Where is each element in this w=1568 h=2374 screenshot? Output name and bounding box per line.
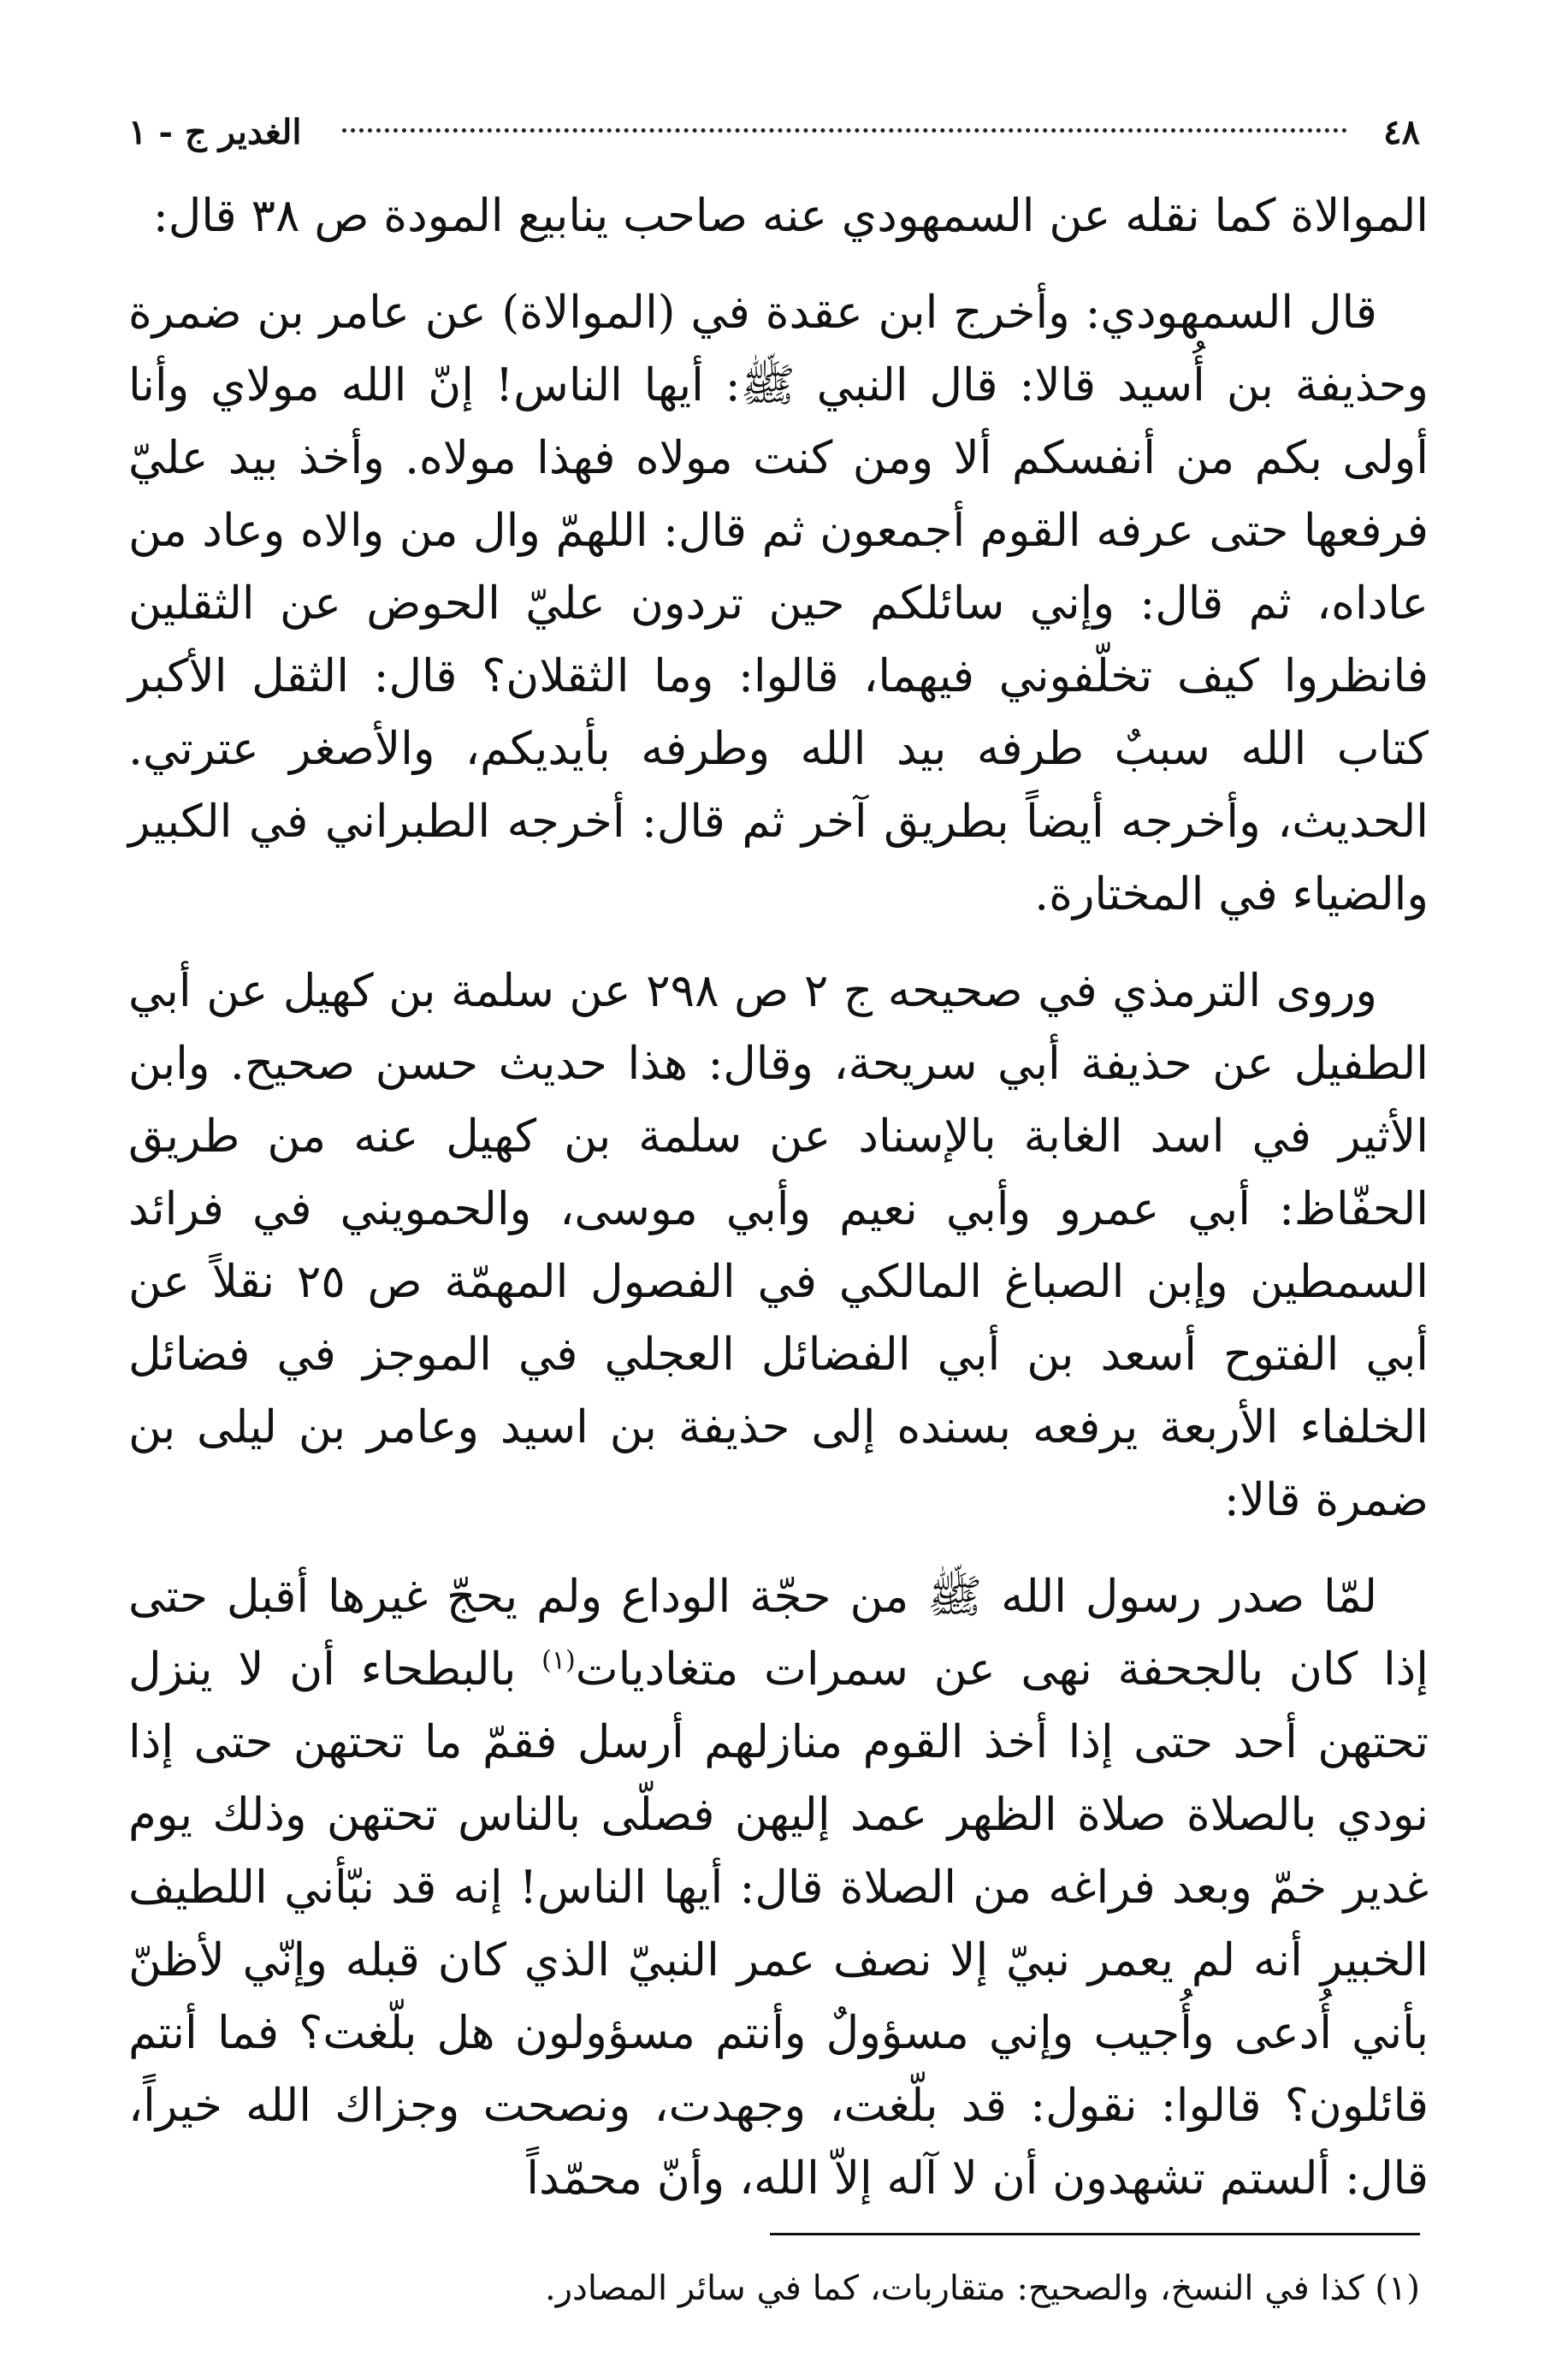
footnote: (١) كذا في النسخ، والصحيح: متقاربات، كما في سائر المصادر. xyxy=(544,2269,1420,2308)
paragraph-1: الموالاة كما نقله عن السمهودي عنه صاحب ينابيع المودة ص ٣٨ قال: xyxy=(152,190,1429,242)
paragraph-4-part-2: بالبطحاء أن لا ينزل تحتهن أحد حتى إذا أخذ القوم منازلهم أرسل فقمّ ما تحتهن حتى إذا نودي بالصلاة صلاة الظهر عمد إليهن فصلّى بالناس تحتهن وذلك يوم غدير خمّ وبعد فراغه من الصلاة قال: أيها الناس! إنه قد نبّأني اللطيف الخبير أنه لم يعمر نبيّ إلا نصف عمر النبيّ الذي كان قبله وإنّي لأظنّ بأني أُدعى وأُجيب وإني مسؤولٌ وأنتم مسؤولون هل بلّغت؟ فما أنتم قائلون؟ قالوا: نقول: قد بلّغت، وجهدت، ونصحت وجزاك الله خيراً، قال: ألستم تشهدون أن لا آله إلاّ الله، وأنّ محمّداً xyxy=(128,1643,1429,2205)
footnote-divider xyxy=(770,2233,1420,2235)
paragraph-4 xyxy=(128,1560,1429,2215)
paragraph-3: وروى الترمذي في صحيحه ج ٢ ص ٢٩٨ عن سلمة بن كهيل عن أبي الطفيل عن حذيفة أبي سريحة، وقال: هذا حديث حسن صحيح. وابن الأثير في اسد الغابة بالإسناد عن سلمة بن كهيل عنه من طريق الحفّاظ: أبي عمرو وأبي نعيم وأبي موسى، والحمويني في فرائد السمطين وإبن الصباغ المالكي في الفصول المهمّة ص ٢٥ نقلاً عن أبي الفتوح أسعد بن أبي الفضائل العجلي في الموجز في فضائل الخلفاء الأربعة يرفعه بسنده إلى حذيفة بن اسيد وعامر بن ليلى بن ضمرة قالا: xyxy=(128,965,1429,1526)
running-title: الغدير ج - ١ xyxy=(128,112,302,152)
page-number: ٤٨ xyxy=(1383,112,1420,152)
running-header xyxy=(128,103,1429,163)
book-page xyxy=(128,103,1429,2310)
body-text xyxy=(128,180,1429,2215)
paragraph-2: قال السمهودي: وأخرج ابن عقدة في (الموالاة) عن عامر بن ضمرة وحذيفة بن أُسيد قالا: قال النبي ﷺ: أيها الناس! إنّ الله مولاي وأنا أولى بكم من أنفسكم ألا ومن كنت مولاه فهذا مولاه. وأخذ بيد عليّ فرفعها حتى عرفه القوم أجمعون ثم قال: اللهمّ وال من والاه وعاد من عاداه، ثم قال: وإني سائلكم حين تردون عليّ الحوض عن الثقلين فانظروا كيف تخلّفوني فيهما، قالوا: وما الثقلان؟ قال: الثقل الأكبر كتاب الله سببٌ طرفه بيد الله وطرفه بأيديكم، والأصغر عترتي. الحديث، وأخرجه أيضاً بطريق آخر ثم قال: أخرجه الطبراني في الكبير والضياء في المختارة. xyxy=(128,287,1429,921)
footnote-reference: (١) xyxy=(541,1645,576,1676)
header-dot-leader xyxy=(342,128,1347,133)
paragraph-4-part-1: لمّا صدر رسول الله ﷺ من حجّة الوداع ولم يحجّ غيرها أقبل حتى إذا كان بالجحفة نهى عن سمرات متغاديات xyxy=(128,1571,1429,1696)
